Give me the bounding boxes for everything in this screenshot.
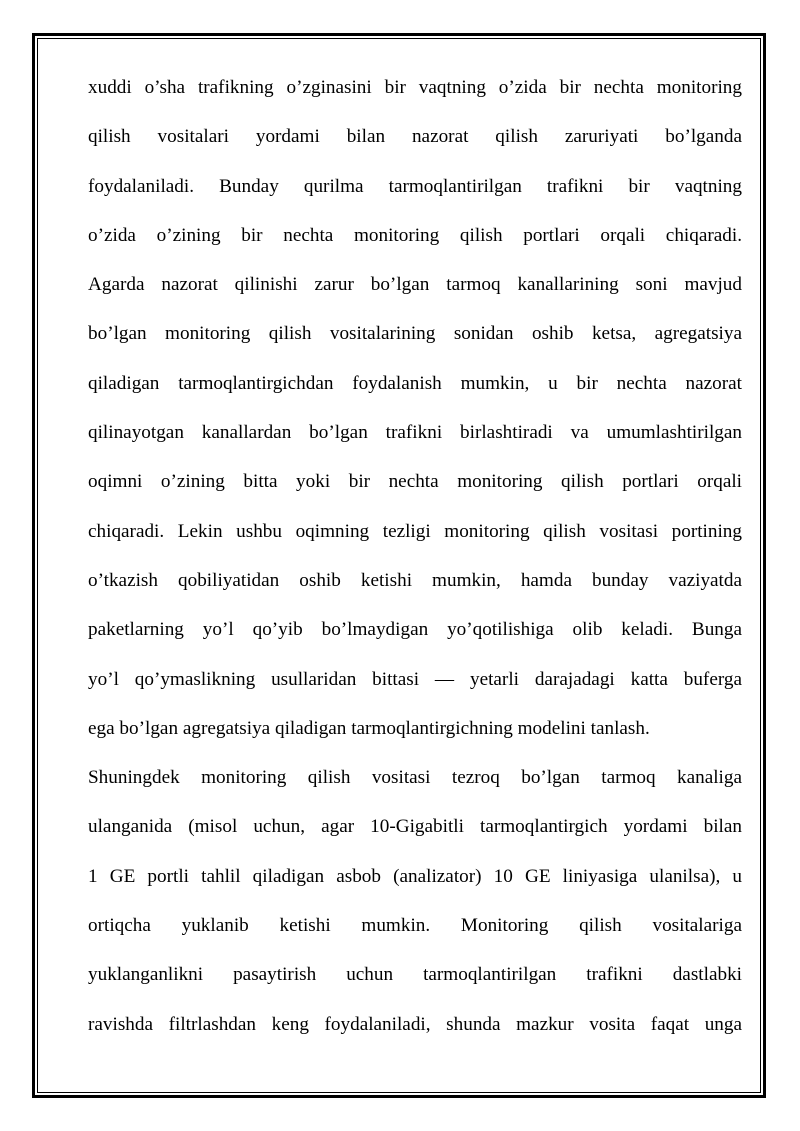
text-line: oqimni o’zining bitta yoki bir nechta monitoring qilish portlari orqali [88,471,742,493]
text-line: ortiqcha yuklanib ketishi mumkin. Monitoring qilish vositalariga [88,915,742,937]
text-line: qilinayotgan kanallardan bo’lgan trafikni birlashtiradi va umumlashtirilgan [88,422,742,444]
text-line: foydalaniladi. Bunday qurilma tarmoqlantirilgan trafikni bir vaqtning [88,175,742,197]
text-line: qilish vositalari yordami bilan nazorat qilish zaruriyati bo’lganda [88,126,742,148]
text-line: yo’l qo’ymaslikning usullaridan bittasi — yetarli darajadagi katta buferga [88,668,742,690]
text-line: paketlarning yo’l qo’yib bo’lmaydigan yo’qotilishiga olib keladi. Bunga [88,619,742,641]
text-line: yuklanganlikni pasaytirish uchun tarmoqlantirilgan trafikni dastlabki [88,964,742,986]
text-line: qiladigan tarmoqlantirgichdan foydalanish mumkin, u bir nechta nazorat [88,372,742,394]
document-body [88,68,742,1054]
text-line: xuddi o’sha trafikning o’zginasini bir vaqtning o’zida bir nechta monitoring [88,77,742,98]
text-line: chiqaradi. Lekin ushbu oqimning tezligi monitoring qilish vositasi portining [88,520,742,542]
text-line: bo’lgan monitoring qilish vositalarining sonidan oshib ketsa, agregatsiya [88,323,742,345]
text-line: Agarda nazorat qilinishi zarur bo’lgan tarmoq kanallarining soni mavjud [88,274,742,296]
text-line: Shuningdek monitoring qilish vositasi tezroq bo’lgan tarmoq kanaliga [88,767,742,789]
text-line: o’tkazish qobiliyatidan oshib ketishi mumkin, hamda bunday vaziyatda [88,569,742,591]
text-line: 1 GE portli tahlil qiladigan asbob (analizator) 10 GE liniyasiga ulanilsa), u [88,865,742,887]
text-line: ulanganida (misol uchun, agar 10-Gigabitli tarmoqlantirgich yordami bilan [88,816,742,838]
text-line: ega bo’lgan agregatsiya qiladigan tarmoqlantirgichning modelini tanlash. [88,717,650,739]
text-line: ravishda filtrlashdan keng foydalaniladi, shunda mazkur vosita faqat unga [88,1013,742,1035]
text-line: o’zida o’zining bir nechta monitoring qilish portlari orqali chiqaradi. [88,224,742,246]
